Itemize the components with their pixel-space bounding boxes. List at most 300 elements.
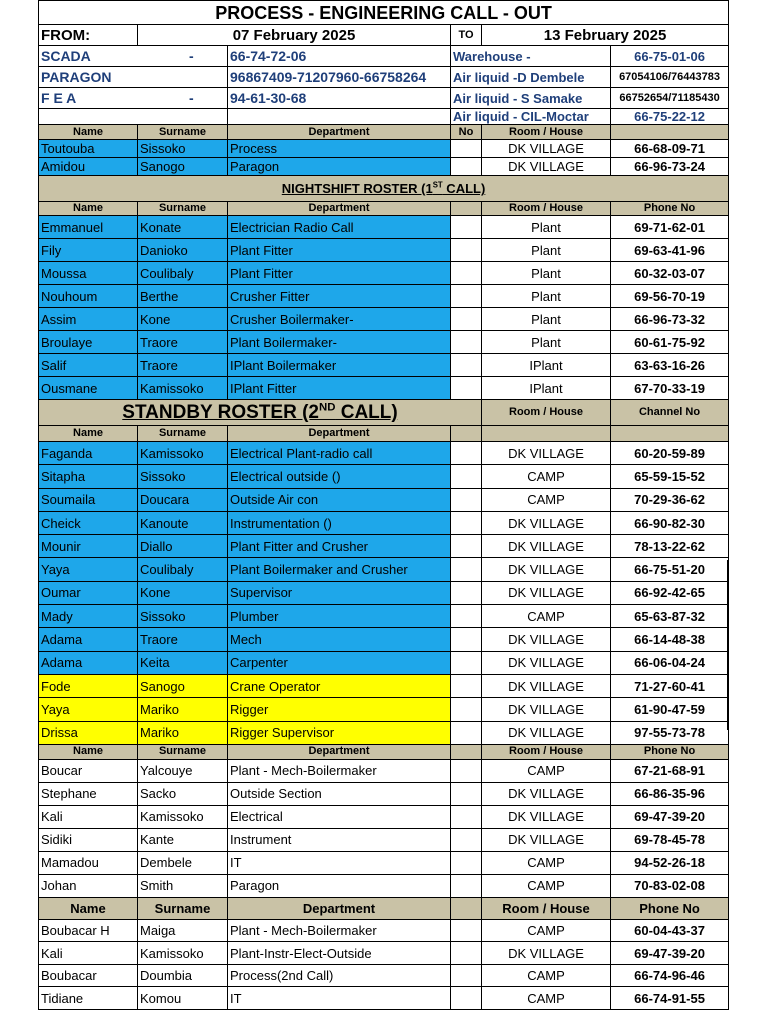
room-cell: DK VILLAGE (482, 674, 611, 697)
surname-cell: Doumbia (138, 964, 228, 987)
no-cell (451, 377, 482, 400)
room-cell: CAMP (482, 605, 611, 628)
person-row (39, 285, 729, 308)
phone-cell: 66-92-42-65 (611, 581, 729, 604)
surname-cell: Coulibaly (138, 558, 228, 581)
phone-cell: 78-13-22-62 (611, 535, 729, 558)
person-row (39, 377, 729, 400)
room-cell: IPlant (482, 354, 611, 377)
person-row (39, 239, 729, 262)
no-cell (451, 782, 482, 805)
surname-cell: Maiga (138, 919, 228, 942)
surname-cell: Kamissoko (138, 442, 228, 465)
no-cell (451, 698, 482, 721)
contact-right-value: 66-75-01-06 (611, 46, 729, 67)
phone-cell: 97-55-73-78 (611, 721, 729, 744)
contact-name: PARAGON (41, 69, 112, 85)
name-cell: Adama (39, 628, 138, 651)
contact-right-label: Warehouse - (451, 46, 611, 67)
no-cell (451, 308, 482, 331)
name-cell: Mounir (39, 535, 138, 558)
no-cell (451, 721, 482, 744)
department-cell: IT (228, 987, 451, 1010)
no-cell (451, 942, 482, 965)
surname-cell: Sissoko (138, 465, 228, 488)
person-row (39, 919, 729, 942)
name-cell: Boubacar H (39, 919, 138, 942)
header-blank-3 (451, 744, 482, 759)
name-cell: Yaya (39, 698, 138, 721)
phone-cell: 66-90-82-30 (611, 511, 729, 534)
person-row (39, 782, 729, 805)
room-cell: CAMP (482, 465, 611, 488)
person-row (39, 488, 729, 511)
header-blank-3 (451, 426, 482, 442)
contact-label (39, 88, 228, 109)
header-blank-4 (482, 426, 611, 442)
final-header-row (39, 897, 729, 919)
no-cell (451, 874, 482, 897)
surname-cell: Danioko (138, 239, 228, 262)
header-name-0: Name (39, 202, 138, 216)
surname-cell: Kone (138, 308, 228, 331)
room-cell: DK VILLAGE (482, 651, 611, 674)
person-row (39, 158, 729, 176)
person-row (39, 605, 729, 628)
phone-cell: 66-86-35-96 (611, 782, 729, 805)
department-cell: Plant - Mech-Boilermaker (228, 919, 451, 942)
header-room-4: Room / House (482, 897, 611, 919)
room-cell: Plant (482, 239, 611, 262)
header-phone-5: Phone No (611, 202, 729, 216)
person-row (39, 851, 729, 874)
name-cell: Adama (39, 651, 138, 674)
management-header-row (39, 744, 729, 759)
no-cell (451, 581, 482, 604)
room-cell: DK VILLAGE (482, 828, 611, 851)
surname-cell: Kante (138, 828, 228, 851)
no-cell (451, 919, 482, 942)
no-cell (451, 964, 482, 987)
contact-value: 66-74-72-06 (228, 46, 451, 67)
no-cell (451, 628, 482, 651)
surname-cell: Traore (138, 354, 228, 377)
room-cell: Plant (482, 308, 611, 331)
person-row (39, 308, 729, 331)
contact-row (39, 88, 729, 109)
no-cell (451, 140, 482, 158)
phone-cell: 60-20-59-89 (611, 442, 729, 465)
header-department-2: Department (228, 125, 451, 140)
contact-value: 94-61-30-68 (228, 88, 451, 109)
room-cell: DK VILLAGE (482, 628, 611, 651)
name-cell: Sitapha (39, 465, 138, 488)
callout-roster-table (38, 0, 729, 1010)
department-cell: Plant Boilermaker- (228, 331, 451, 354)
phone-cell: 60-32-03-07 (611, 262, 729, 285)
phone-cell: 66-96-73-24 (611, 158, 729, 176)
no-cell (451, 674, 482, 697)
person-row (39, 465, 729, 488)
person-row (39, 558, 729, 581)
department-cell: Outside Air con (228, 488, 451, 511)
phone-cell: 66-74-96-46 (611, 964, 729, 987)
name-cell: Boucar (39, 759, 138, 782)
contact-label (39, 109, 228, 125)
phone-cell: 67-70-33-19 (611, 377, 729, 400)
department-cell: Rigger (228, 698, 451, 721)
person-row (39, 721, 729, 744)
room-cell: CAMP (482, 851, 611, 874)
phone-cell: 69-47-39-20 (611, 805, 729, 828)
contact-label (39, 67, 228, 88)
name-cell: Assim (39, 308, 138, 331)
surname-cell: Coulibaly (138, 262, 228, 285)
section-title-text: STANDBY ROSTER (2 (122, 402, 319, 424)
department-cell: Plant Fitter (228, 262, 451, 285)
contact-name: SCADA (41, 48, 91, 64)
header-name-0: Name (39, 125, 138, 140)
contact-name: F E A (41, 90, 77, 106)
department-cell: IPlant Fitter (228, 377, 451, 400)
person-row (39, 651, 729, 674)
surname-cell: Sanogo (138, 158, 228, 176)
standby-room-header: Room / House (482, 400, 611, 426)
department-cell: Instrument (228, 828, 451, 851)
person-row (39, 216, 729, 239)
name-cell: Drissa (39, 721, 138, 744)
room-cell: IPlant (482, 377, 611, 400)
contact-dash: - (189, 90, 194, 106)
contact-right-value: 66-75-22-12 (611, 109, 729, 125)
person-row (39, 874, 729, 897)
room-cell: CAMP (482, 874, 611, 897)
department-cell: Crusher Fitter (228, 285, 451, 308)
name-cell: Soumaila (39, 488, 138, 511)
standby-channel-header: Channel No (611, 400, 729, 426)
no-cell (451, 828, 482, 851)
surname-cell: Traore (138, 331, 228, 354)
room-cell: DK VILLAGE (482, 805, 611, 828)
person-row (39, 698, 729, 721)
contact-label (39, 46, 228, 67)
header-blank-3 (451, 202, 482, 216)
department-cell: Plant Fitter (228, 239, 451, 262)
name-cell: Boubacar (39, 964, 138, 987)
room-cell: DK VILLAGE (482, 442, 611, 465)
surname-cell: Konate (138, 216, 228, 239)
room-cell: DK VILLAGE (482, 942, 611, 965)
name-cell: Tidiane (39, 987, 138, 1010)
room-cell: DK VILLAGE (482, 558, 611, 581)
department-cell: Process(2nd Call) (228, 964, 451, 987)
room-cell: DK VILLAGE (482, 782, 611, 805)
header-room-4: Room / House (482, 744, 611, 759)
no-cell (451, 987, 482, 1010)
contact-right-label: Air liquid -D Dembele (451, 67, 611, 88)
phone-cell: 70-83-02-08 (611, 874, 729, 897)
surname-cell: Kanoute (138, 511, 228, 534)
surname-cell: Sanogo (138, 674, 228, 697)
header-no-3: No (451, 125, 482, 140)
phone-cell: 69-47-39-20 (611, 942, 729, 965)
phone-cell: 66-14-48-38 (611, 628, 729, 651)
no-cell (451, 354, 482, 377)
person-row (39, 805, 729, 828)
phone-cell: 66-96-73-32 (611, 308, 729, 331)
phone-cell: 69-56-70-19 (611, 285, 729, 308)
to-label: TO (451, 25, 482, 46)
name-cell: Kali (39, 805, 138, 828)
surname-cell: Mariko (138, 721, 228, 744)
no-cell (451, 216, 482, 239)
header-blank-5 (611, 125, 729, 140)
department-cell: Paragon (228, 874, 451, 897)
room-cell: CAMP (482, 964, 611, 987)
phone-cell: 60-61-75-92 (611, 331, 729, 354)
contact-right-value: 67054106/76443783 (611, 67, 729, 88)
surname-cell: Yalcouye (138, 759, 228, 782)
standby-header-row (39, 426, 729, 442)
department-cell: Crane Operator (228, 674, 451, 697)
person-row (39, 964, 729, 987)
person-row (39, 262, 729, 285)
person-row (39, 987, 729, 1010)
right-border-line (727, 560, 728, 730)
person-row (39, 674, 729, 697)
no-cell (451, 442, 482, 465)
phone-cell: 69-71-62-01 (611, 216, 729, 239)
header-blank-3 (451, 897, 482, 919)
room-cell: CAMP (482, 919, 611, 942)
room-cell: CAMP (482, 759, 611, 782)
name-cell: Mady (39, 605, 138, 628)
nightshift-header-row (39, 202, 729, 216)
from-date: 07 February 2025 (138, 25, 451, 46)
contact-row (39, 46, 729, 67)
no-cell (451, 558, 482, 581)
header-phone-5: Phone No (611, 744, 729, 759)
header-blank-5 (611, 426, 729, 442)
name-cell: Johan (39, 874, 138, 897)
header-name-0: Name (39, 897, 138, 919)
no-cell (451, 465, 482, 488)
department-cell: Plant Fitter and Crusher (228, 535, 451, 558)
no-cell (451, 158, 482, 176)
name-cell: Faganda (39, 442, 138, 465)
phone-cell: 61-90-47-59 (611, 698, 729, 721)
phone-cell: 66-75-51-20 (611, 558, 729, 581)
header-surname-1: Surname (138, 897, 228, 919)
name-cell: Kali (39, 942, 138, 965)
phone-cell: 66-68-09-71 (611, 140, 729, 158)
department-cell: Process (228, 140, 451, 158)
no-cell (451, 511, 482, 534)
room-cell: DK VILLAGE (482, 698, 611, 721)
name-cell: Moussa (39, 262, 138, 285)
surname-cell: Berthe (138, 285, 228, 308)
surname-cell: Mariko (138, 698, 228, 721)
name-cell: Cheick (39, 511, 138, 534)
department-cell: Plumber (228, 605, 451, 628)
department-cell: Mech (228, 628, 451, 651)
surname-cell: Dembele (138, 851, 228, 874)
name-cell: Nouhoum (39, 285, 138, 308)
surname-cell: Doucara (138, 488, 228, 511)
header-department-2: Department (228, 426, 451, 442)
name-cell: Toutouba (39, 140, 138, 158)
name-cell: Yaya (39, 558, 138, 581)
section-title-end: CALL) (442, 181, 486, 197)
to-date: 13 February 2025 (482, 25, 729, 46)
no-cell (451, 285, 482, 308)
room-cell: DK VILLAGE (482, 721, 611, 744)
department-cell: Plant - Mech-Boilermaker (228, 759, 451, 782)
room-cell: CAMP (482, 987, 611, 1010)
section-title-sup: ND (319, 401, 336, 414)
contact-right-label: Air liquid - CIL-Moctar (451, 109, 611, 125)
header-department-2: Department (228, 744, 451, 759)
room-cell: CAMP (482, 488, 611, 511)
phone-cell: 69-63-41-96 (611, 239, 729, 262)
person-row (39, 942, 729, 965)
phone-cell: 65-63-87-32 (611, 605, 729, 628)
contact-dash: - (189, 48, 194, 64)
phone-cell: 67-21-68-91 (611, 759, 729, 782)
person-row (39, 442, 729, 465)
section-title-sup: ST (432, 180, 443, 190)
person-row (39, 511, 729, 534)
person-row (39, 759, 729, 782)
no-cell (451, 239, 482, 262)
surname-cell: Sissoko (138, 605, 228, 628)
department-cell: Outside Section (228, 782, 451, 805)
process-header-row (39, 125, 729, 140)
name-cell: Ousmane (39, 377, 138, 400)
department-cell: Electrical outside () (228, 465, 451, 488)
header-surname-1: Surname (138, 744, 228, 759)
header-name-0: Name (39, 744, 138, 759)
surname-cell: Komou (138, 987, 228, 1010)
no-cell (451, 651, 482, 674)
surname-cell: Kamissoko (138, 377, 228, 400)
phone-cell: 65-59-15-52 (611, 465, 729, 488)
surname-cell: Sissoko (138, 140, 228, 158)
section-title-end: CALL) (335, 402, 398, 424)
header-department-2: Department (228, 897, 451, 919)
phone-cell: 66-74-91-55 (611, 987, 729, 1010)
name-cell: Salif (39, 354, 138, 377)
name-cell: Emmanuel (39, 216, 138, 239)
no-cell (451, 805, 482, 828)
phone-cell: 63-63-16-26 (611, 354, 729, 377)
no-cell (451, 262, 482, 285)
surname-cell: Smith (138, 874, 228, 897)
no-cell (451, 535, 482, 558)
department-cell: Supervisor (228, 581, 451, 604)
surname-cell: Kamissoko (138, 942, 228, 965)
department-cell: IT (228, 851, 451, 874)
contact-row (39, 67, 729, 88)
department-cell: Carpenter (228, 651, 451, 674)
nightshift-section (39, 176, 729, 202)
person-row (39, 535, 729, 558)
room-cell: Plant (482, 331, 611, 354)
room-cell: Plant (482, 216, 611, 239)
room-cell: DK VILLAGE (482, 581, 611, 604)
period-row (39, 25, 729, 46)
person-row (39, 581, 729, 604)
name-cell: Amidou (39, 158, 138, 176)
phone-cell: 69-78-45-78 (611, 828, 729, 851)
department-cell: Electrical (228, 805, 451, 828)
person-row (39, 331, 729, 354)
department-cell: Electrical Plant-radio call (228, 442, 451, 465)
header-name-0: Name (39, 426, 138, 442)
contact-value (228, 109, 451, 125)
department-cell: Paragon (228, 158, 451, 176)
phone-cell: 70-29-36-62 (611, 488, 729, 511)
surname-cell: Kamissoko (138, 805, 228, 828)
room-cell: DK VILLAGE (482, 511, 611, 534)
surname-cell: Kone (138, 581, 228, 604)
no-cell (451, 331, 482, 354)
header-room-4: Room / House (482, 202, 611, 216)
no-cell (451, 851, 482, 874)
name-cell: Fode (39, 674, 138, 697)
department-cell: Electrician Radio Call (228, 216, 451, 239)
room-cell: Plant (482, 285, 611, 308)
department-cell: Plant Boilermaker and Crusher (228, 558, 451, 581)
name-cell: Stephane (39, 782, 138, 805)
room-cell: Plant (482, 262, 611, 285)
name-cell: Fily (39, 239, 138, 262)
standby-section (39, 400, 729, 426)
person-row (39, 140, 729, 158)
name-cell: Oumar (39, 581, 138, 604)
phone-cell: 94-52-26-18 (611, 851, 729, 874)
name-cell: Broulaye (39, 331, 138, 354)
nightshift-section-title (39, 176, 729, 202)
header-room-4: Room / House (482, 125, 611, 140)
department-cell: Crusher Boilermaker- (228, 308, 451, 331)
contact-row (39, 109, 729, 125)
no-cell (451, 488, 482, 511)
room-cell: DK VILLAGE (482, 535, 611, 558)
header-department-2: Department (228, 202, 451, 216)
contact-value: 96867409-71207960-66758264 (228, 67, 451, 88)
surname-cell: Keita (138, 651, 228, 674)
page-title: PROCESS - ENGINEERING CALL - OUT (39, 1, 729, 25)
room-cell: DK VILLAGE (482, 140, 611, 158)
section-title-text: NIGHTSHIFT ROSTER (1 (281, 181, 433, 197)
header-phone-5: Phone No (611, 897, 729, 919)
person-row (39, 628, 729, 651)
contact-right-label: Air liquid - S Samake (451, 88, 611, 109)
phone-cell: 60-04-43-37 (611, 919, 729, 942)
header-surname-1: Surname (138, 202, 228, 216)
header-surname-1: Surname (138, 426, 228, 442)
surname-cell: Diallo (138, 535, 228, 558)
surname-cell: Traore (138, 628, 228, 651)
surname-cell: Sacko (138, 782, 228, 805)
header-surname-1: Surname (138, 125, 228, 140)
phone-cell: 66-06-04-24 (611, 651, 729, 674)
phone-cell: 71-27-60-41 (611, 674, 729, 697)
department-cell: Plant-Instr-Elect-Outside (228, 942, 451, 965)
person-row (39, 354, 729, 377)
no-cell (451, 759, 482, 782)
